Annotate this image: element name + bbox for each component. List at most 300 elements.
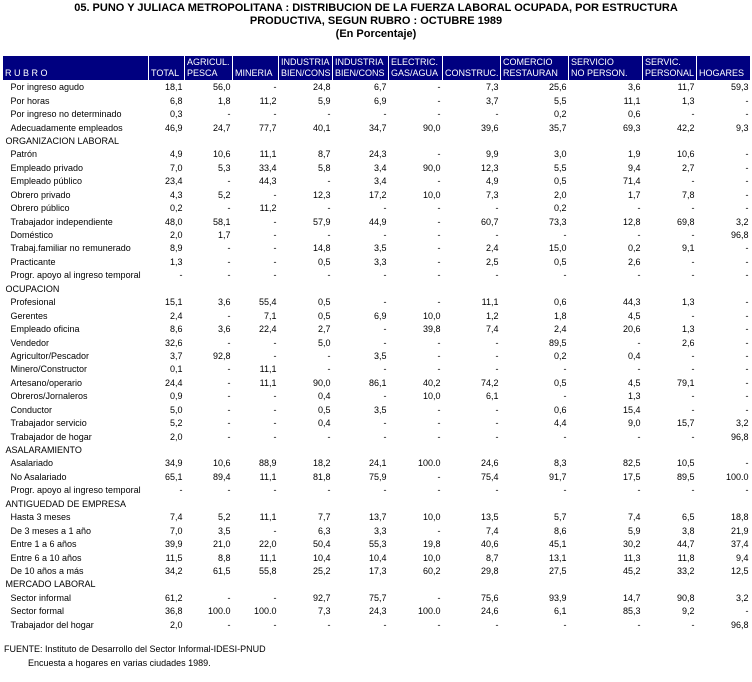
table-cell: - (563, 270, 567, 281)
table-cell: 5,2 (217, 512, 231, 523)
row-label: Conductor (10, 404, 53, 415)
table-cell: 8,7 (317, 149, 331, 160)
table-cell: - (691, 230, 695, 241)
table-cell: 1,3 (627, 391, 641, 402)
table-row (3, 377, 751, 390)
table-cell: 11,5 (165, 552, 183, 563)
row-label: Gerentes (10, 310, 48, 321)
table-cell: - (227, 109, 231, 120)
table-cell: - (495, 230, 499, 241)
column-header (233, 56, 279, 81)
table-cell: - (437, 149, 441, 160)
table-cell: - (495, 270, 499, 281)
table-cell: 5,5 (553, 95, 567, 106)
table-cell: - (437, 109, 441, 120)
table-cell: - (691, 203, 695, 214)
table-cell: 44,3 (258, 176, 277, 187)
table-cell: 90,0 (312, 377, 331, 388)
table-cell: 6,1 (553, 606, 567, 617)
row-label: Obreros/Jornaleros (10, 391, 88, 402)
row-label: Profesional (10, 297, 56, 308)
table-cell: 6,3 (317, 525, 331, 536)
table-cell: - (745, 391, 749, 402)
table-cell: 3,5 (217, 525, 231, 536)
table-cell: - (495, 364, 499, 375)
table-cell: - (745, 149, 749, 160)
table-cell: - (437, 337, 441, 348)
table-cell: 34,7 (368, 122, 387, 133)
table-row (3, 242, 751, 255)
table-cell: 35,7 (548, 122, 567, 133)
table-cell: 37,4 (730, 539, 749, 550)
table-cell: 17,5 (622, 471, 641, 482)
table-cell (643, 283, 697, 296)
row-label: Obrero público (10, 203, 70, 214)
table-cell: 10,0 (422, 310, 441, 321)
table-row (3, 363, 751, 376)
table-row (3, 592, 751, 605)
column-header (3, 56, 149, 81)
table-cell: 24,8 (312, 82, 331, 93)
table-cell: - (273, 431, 277, 442)
table-cell: 60,7 (480, 216, 499, 227)
table-cell (185, 444, 233, 457)
section-row (3, 578, 751, 591)
table-cell: - (383, 431, 387, 442)
row-label: Trabajador de hogar (10, 431, 92, 442)
table-cell: 44,7 (676, 539, 695, 550)
survey-note: Encuesta a hogares en varias ciudades 1989. (28, 658, 211, 668)
table-cell: - (437, 203, 441, 214)
section-label: OCUPACION (5, 283, 60, 294)
table-cell: - (437, 471, 441, 482)
table-cell (443, 498, 501, 511)
table-cell: - (745, 458, 749, 469)
table-cell: 7,4 (169, 512, 183, 523)
table-cell: 40,1 (312, 122, 331, 133)
table-cell: 10,5 (676, 458, 695, 469)
table-cell: 2,7 (317, 324, 331, 335)
table-cell: 93,9 (548, 592, 567, 603)
table-cell: - (327, 270, 331, 281)
table-cell: - (383, 337, 387, 348)
table-cell: 1,8 (217, 95, 231, 106)
column-header-line-2: NO PERSON. (571, 68, 628, 78)
table-cell: 10,0 (422, 512, 441, 523)
table-cell (501, 444, 569, 457)
column-header-line-1 (5, 57, 146, 68)
table-cell: - (745, 324, 749, 335)
table-cell (697, 578, 751, 591)
table-cell: 40,2 (422, 377, 441, 388)
table-cell: 2,0 (169, 431, 183, 442)
table-cell (149, 578, 185, 591)
table-cell (333, 283, 389, 296)
column-header-line-2: RESTAURAN (503, 68, 558, 78)
table-cell: - (227, 485, 231, 496)
table-cell: - (327, 230, 331, 241)
table-cell: 11,2 (259, 95, 277, 106)
table-cell: - (179, 485, 183, 496)
table-cell (643, 135, 697, 148)
table-cell: - (745, 176, 749, 187)
table-cell: - (273, 216, 277, 227)
column-header-line-1: COMERCIO (503, 57, 553, 67)
table-cell: - (563, 364, 567, 375)
table-cell: 1,3 (169, 256, 183, 267)
table-cell (185, 135, 233, 148)
table-cell: 2,6 (627, 256, 641, 267)
table-cell: 24,3 (368, 149, 387, 160)
table-cell: 7,7 (317, 512, 331, 523)
table-cell: 24,7 (212, 122, 231, 133)
table-cell: - (691, 109, 695, 120)
column-header-line-1: INDUSTRIA (335, 57, 384, 67)
table-cell: 3,7 (485, 95, 499, 106)
table-cell: - (495, 404, 499, 415)
table-cell: - (495, 109, 499, 120)
row-label: Hasta 3 meses (10, 512, 71, 523)
table-cell: - (437, 418, 441, 429)
table-cell: - (437, 525, 441, 536)
table-cell: 89,4 (212, 471, 231, 482)
table-cell: - (273, 230, 277, 241)
table-cell: - (273, 619, 277, 630)
table-cell: 6,7 (373, 82, 387, 93)
table-cell: 56,0 (212, 82, 231, 93)
table-cell: 100.0 (725, 471, 749, 482)
table-cell: 10,6 (212, 149, 231, 160)
table-cell: 11,1 (259, 149, 277, 160)
table-row (3, 108, 751, 121)
table-cell: 4,4 (553, 418, 567, 429)
table-cell: - (495, 619, 499, 630)
table-cell: 90,0 (422, 162, 441, 173)
table-cell: 11,1 (259, 377, 277, 388)
table-cell: 0,6 (553, 404, 567, 415)
table-cell: 18,2 (312, 458, 331, 469)
table-cell: 6,5 (681, 512, 695, 523)
table-cell: 45,1 (548, 539, 567, 550)
table-cell: - (563, 431, 567, 442)
table-cell: - (745, 270, 749, 281)
table-cell: - (691, 176, 695, 187)
table-cell: 3,8 (681, 525, 695, 536)
table-cell: 15,0 (548, 243, 567, 254)
table-cell: - (437, 364, 441, 375)
table-cell: 3,3 (373, 525, 387, 536)
table-cell: 7,3 (317, 606, 331, 617)
column-header-line-1: AGRICUL. (187, 57, 230, 67)
table-cell: 11,8 (677, 552, 695, 563)
table-cell (501, 135, 569, 148)
row-label: Por horas (10, 95, 50, 106)
table-cell: 4,9 (169, 149, 183, 160)
table-cell: 36,8 (164, 606, 183, 617)
row-label: Asalariado (10, 458, 54, 469)
table-cell: 65,1 (164, 471, 183, 482)
header-row (3, 56, 751, 81)
table-row (3, 215, 751, 228)
column-header (279, 56, 333, 81)
table-cell: 0,5 (317, 297, 331, 308)
table-cell: - (437, 350, 441, 361)
table-cell: 11,3 (623, 552, 641, 563)
row-label: Empleado privado (10, 162, 84, 173)
table-cell: 4,5 (627, 377, 641, 388)
table-cell: 20,6 (622, 324, 641, 335)
table-cell (233, 135, 279, 148)
table-cell: - (227, 377, 231, 388)
table-cell: 23,4 (164, 176, 183, 187)
row-label: Trabaj.familiar no remunerado (10, 243, 131, 254)
table-cell (501, 578, 569, 591)
data-table (2, 55, 751, 632)
table-cell: 8,3 (553, 458, 567, 469)
table-cell: 34,9 (164, 458, 183, 469)
table-cell: 96,8 (730, 230, 749, 241)
table-cell: - (227, 256, 231, 267)
table-cell: - (437, 297, 441, 308)
row-label: Entre 6 a 10 años (10, 552, 82, 563)
table-cell: 0,2 (553, 109, 567, 120)
table-cell: 89,5 (548, 337, 567, 348)
table-cell: 0,9 (169, 391, 183, 402)
table-cell: - (563, 619, 567, 630)
table-cell: 3,0 (553, 149, 567, 160)
column-header (333, 56, 389, 81)
table-cell: 3,2 (735, 418, 749, 429)
table-cell: 33,4 (258, 162, 277, 173)
table-cell: 1,9 (627, 149, 641, 160)
table-cell: 10,0 (422, 189, 441, 200)
table-cell: 0,5 (553, 256, 567, 267)
column-header-line-1 (699, 57, 748, 68)
table-cell: 0,1 (169, 364, 183, 375)
table-cell: 0,5 (553, 377, 567, 388)
table-row (3, 296, 751, 309)
table-row (3, 81, 751, 95)
table-cell: 3,6 (217, 324, 231, 335)
row-label: Entre 1 a 6 años (10, 539, 77, 550)
table-row (3, 524, 751, 537)
table-cell: 1,8 (553, 310, 567, 321)
column-header-line-1 (151, 57, 182, 68)
table-cell (389, 444, 443, 457)
row-label: Por ingreso agudo (10, 82, 85, 93)
table-cell: 45,2 (622, 565, 641, 576)
column-header (569, 56, 643, 81)
table-cell: - (227, 270, 231, 281)
column-header-line-2: BIEN/CONS (335, 68, 385, 78)
table-cell (569, 444, 643, 457)
table-cell: 44,3 (622, 297, 641, 308)
table-cell: 3,4 (373, 176, 387, 187)
table-cell: 100.0 (207, 606, 231, 617)
section-label: ANTIGUEDAD DE EMPRESA (5, 498, 127, 509)
table-cell: - (691, 310, 695, 321)
table-cell: - (383, 203, 387, 214)
table-cell (643, 498, 697, 511)
table-cell: - (327, 203, 331, 214)
table-cell: - (637, 431, 641, 442)
table-cell: 0,3 (169, 109, 183, 120)
table-cell: 22,0 (258, 539, 277, 550)
table-cell: - (437, 256, 441, 267)
table-row (3, 417, 751, 430)
table-cell: - (273, 485, 277, 496)
table-cell: 1,3 (681, 95, 695, 106)
column-header-line-2: R U B R O (5, 68, 48, 78)
table-cell: 42,2 (676, 122, 695, 133)
table-cell: - (273, 337, 277, 348)
row-label: Obrero privado (10, 189, 71, 200)
table-cell: 7,0 (169, 162, 183, 173)
table-cell: 12,3 (480, 162, 499, 173)
table-cell: 5,2 (169, 418, 183, 429)
table-cell: 25,2 (312, 565, 331, 576)
table-cell (389, 578, 443, 591)
table-cell: 3,2 (735, 592, 749, 603)
table-cell: 8,6 (553, 525, 567, 536)
table-cell (501, 283, 569, 296)
table-cell: - (227, 337, 231, 348)
table-cell: 9,4 (627, 162, 641, 173)
table-cell: 3,6 (217, 297, 231, 308)
table-cell: - (691, 391, 695, 402)
table-cell: 8,9 (169, 243, 183, 254)
table-title-line-1: 05. PUNO Y JULIACA METROPOLITANA : DISTRIBUCION DE LA FUERZA LABORAL OCUPADA, POR ESTRUCTURA (74, 2, 678, 14)
table-cell: - (327, 364, 331, 375)
table-cell: - (437, 216, 441, 227)
column-header-line-2: CONSTRUC. (445, 68, 499, 78)
table-cell: 71,4 (622, 176, 641, 187)
row-label: Practicante (10, 256, 56, 267)
column-header-line-2: PERSONAL (645, 68, 695, 78)
table-cell: 14,8 (312, 243, 331, 254)
table-cell: 12,5 (730, 565, 749, 576)
table-cell: 1,3 (681, 324, 695, 335)
row-label: Sector informal (10, 592, 72, 603)
row-label: No Asalariado (10, 471, 67, 482)
table-cell: - (691, 270, 695, 281)
table-cell: 89,5 (676, 471, 695, 482)
row-label: Patrón (10, 149, 38, 160)
row-label: Trabajador servicio (10, 418, 87, 429)
table-cell: 5,2 (217, 189, 231, 200)
table-cell: 17,2 (368, 189, 387, 200)
table-cell: 2,0 (169, 619, 183, 630)
table-cell (279, 135, 333, 148)
table-row (3, 269, 751, 282)
table-cell: - (691, 619, 695, 630)
table-cell: 0,2 (553, 350, 567, 361)
table-cell: 1,7 (627, 189, 641, 200)
table-row (3, 457, 751, 470)
row-label: Agricultor/Pescador (10, 350, 90, 361)
table-cell: 55,3 (368, 539, 387, 550)
table-cell: 75,4 (480, 471, 499, 482)
table-cell (279, 283, 333, 296)
table-row (3, 565, 751, 578)
table-cell: 46,9 (164, 122, 183, 133)
table-cell: - (383, 391, 387, 402)
table-row (3, 229, 751, 242)
table-cell (697, 283, 751, 296)
table-cell: 2,0 (553, 189, 567, 200)
column-header-line-1: ELECTRIC. (391, 57, 439, 67)
table-cell: 3,2 (735, 216, 749, 227)
table-cell: 7,4 (485, 324, 499, 335)
section-row (3, 444, 751, 457)
table-cell: 11,1 (481, 297, 499, 308)
row-label: Trabajador del hogar (10, 619, 94, 630)
table-cell: 13,7 (368, 512, 387, 523)
row-label: Empleado público (10, 176, 83, 187)
row-label: Artesano/operario (10, 377, 83, 388)
table-cell: - (327, 485, 331, 496)
table-cell: 22,4 (258, 324, 277, 335)
table-cell: - (691, 485, 695, 496)
table-cell: 5,9 (317, 95, 331, 106)
table-cell: 5,9 (627, 525, 641, 536)
table-cell: - (383, 324, 387, 335)
table-cell: 55,8 (258, 565, 277, 576)
row-label: Sector formal (10, 606, 65, 617)
table-cell: - (273, 418, 277, 429)
table-cell: - (227, 592, 231, 603)
table-cell: 0,6 (553, 297, 567, 308)
table-cell (389, 498, 443, 511)
table-cell: - (637, 203, 641, 214)
table-cell: 5,5 (553, 162, 567, 173)
row-label: De 10 años a más (10, 565, 84, 576)
column-header-line-1: SERVICIO (571, 57, 614, 67)
table-cell: - (745, 364, 749, 375)
table-cell: 86,1 (368, 377, 387, 388)
table-cell: 100.0 (417, 458, 441, 469)
table-cell: - (227, 391, 231, 402)
section-row (3, 135, 751, 148)
table-cell (501, 498, 569, 511)
table-cell: 2,4 (553, 324, 567, 335)
table-cell: - (273, 256, 277, 267)
table-cell: 1,7 (217, 230, 231, 241)
table-cell: - (745, 404, 749, 415)
table-cell (233, 578, 279, 591)
row-label: Progr. apoyo al ingreso temporal (10, 270, 141, 281)
table-cell: 39,9 (164, 539, 183, 550)
table-cell: 0,5 (317, 256, 331, 267)
table-cell: 69,3 (622, 122, 641, 133)
table-subtitle: (En Porcentaje) (335, 28, 417, 40)
table-cell: - (327, 109, 331, 120)
table-cell: - (383, 109, 387, 120)
table-cell: 92,8 (212, 350, 231, 361)
row-label: Por ingreso no determinado (10, 109, 122, 120)
table-cell: - (273, 189, 277, 200)
table-cell: - (437, 431, 441, 442)
table-cell: - (745, 162, 749, 173)
table-row (3, 471, 751, 484)
table-row (3, 430, 751, 443)
table-cell: 50,4 (312, 539, 331, 550)
table-title-line-2: PRODUCTIVA, SEGUN RUBRO : OCTUBRE 1989 (249, 15, 503, 27)
table-cell: - (437, 176, 441, 187)
table-cell: 90,8 (676, 592, 695, 603)
table-cell: 75,9 (368, 471, 387, 482)
table-cell: 0,5 (317, 404, 331, 415)
